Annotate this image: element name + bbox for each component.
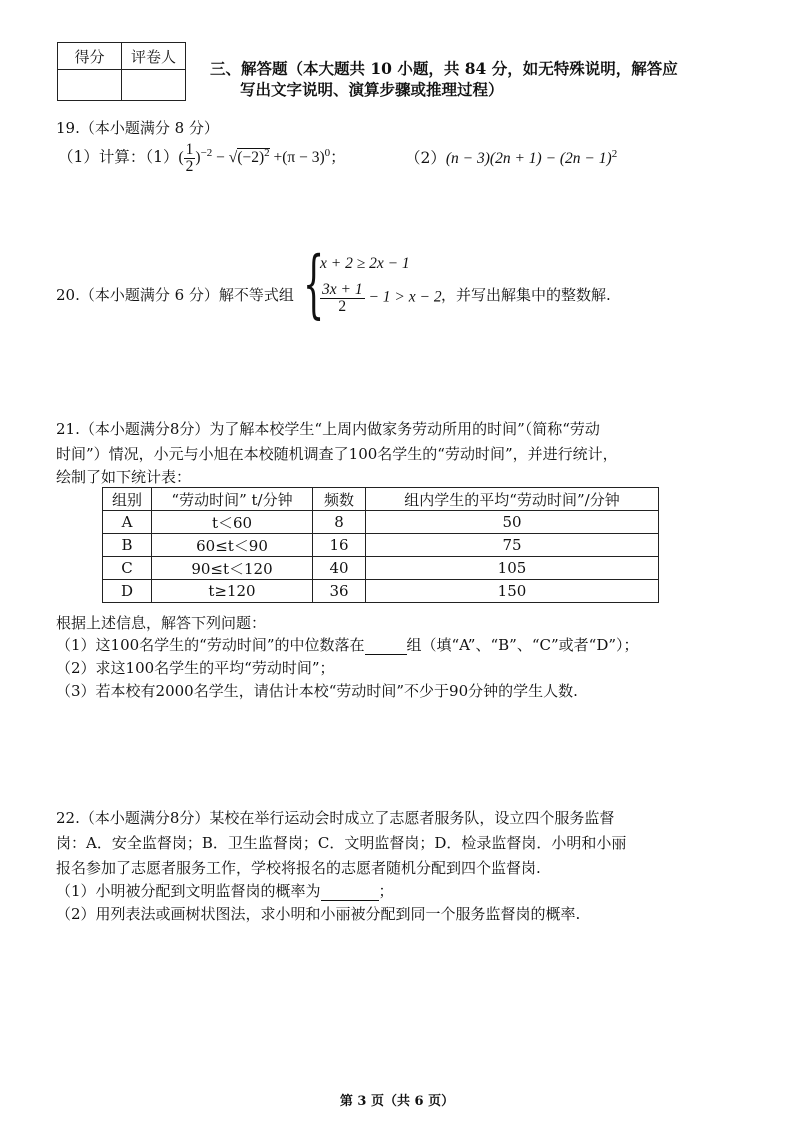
q22-line2: 岗：A．安全监督岗；B．卫生监督岗；C．文明监督岗；D．检录监督岗．小明和小丽 bbox=[56, 834, 627, 852]
q21-sub3: （3）若本校有2000名学生，请估计本校“劳动时间”不少于90分钟的学生人数. bbox=[56, 682, 578, 700]
system-brace: { bbox=[303, 241, 325, 327]
q19-frac-num: 1 bbox=[185, 141, 194, 158]
section-title: 三、解答题（本大题共 10 小题，共 84 分，如无特殊说明，解答应 bbox=[210, 59, 678, 78]
table-header-cell: 组内学生的平均“劳动时间”/分钟 bbox=[366, 488, 659, 511]
grader-label: 评卷人 bbox=[122, 43, 186, 70]
q21-sub1 bbox=[56, 634, 639, 655]
table-row bbox=[103, 557, 659, 580]
q21-sub1-text-end: 组（填“A”、“B”、“C”或者“D”）； bbox=[406, 636, 639, 654]
table-cell: 90≤t＜120 bbox=[152, 557, 313, 580]
table-row bbox=[103, 511, 659, 534]
table-cell: 36 bbox=[313, 580, 366, 603]
q19-part2-exp: 2 bbox=[611, 147, 618, 160]
table-cell: C bbox=[103, 557, 152, 580]
q21-after: 根据上述信息，解答下列问题： bbox=[56, 614, 267, 632]
q19-frac-den: 2 bbox=[185, 157, 194, 175]
q19-part2-expr: (n − 3)(2n + 1) − (2n − 1) bbox=[445, 150, 612, 167]
table-cell: 105 bbox=[366, 557, 659, 580]
table-cell: 150 bbox=[366, 580, 659, 603]
q20-tail: ，并写出解集中的整数解. bbox=[441, 286, 611, 304]
table-header-cell: 组别 bbox=[103, 488, 152, 511]
score-label: 得分 bbox=[58, 43, 122, 70]
table-row bbox=[103, 534, 659, 557]
score-cell[interactable] bbox=[58, 70, 122, 101]
q19-fraction bbox=[184, 142, 196, 174]
page-number: 第 3 页（共 6 页） bbox=[339, 1094, 455, 1109]
q22-line1: 22.（本小题满分8分）某校在举行运动会时成立了志愿者服务队，设立四个服务监督 bbox=[56, 809, 615, 827]
q20-frac-num: 3x + 1 bbox=[322, 281, 363, 298]
table-cell: 50 bbox=[366, 511, 659, 534]
table-header-cell: 频数 bbox=[313, 488, 366, 511]
q22-sub1-text-end: ； bbox=[378, 882, 394, 900]
q21-sub1-text: （1）这100名学生的“劳动时间”的中位数落在 bbox=[56, 636, 365, 654]
q22-sub2: （2）用列表法或画树状图法，求小明和小丽被分配到同一个服务监督岗的概率. bbox=[56, 905, 581, 923]
score-box bbox=[57, 42, 186, 101]
q22-sub1-text: （1）小明被分配到文明监督岗的概率为 bbox=[56, 882, 321, 900]
q19-sqrt-exp: 2 bbox=[264, 146, 270, 159]
table-header-row bbox=[103, 488, 659, 511]
q20-inequality-1: x + 2 ≥ 2x − 1 bbox=[320, 255, 410, 272]
q21-line2: 时间”）情况，小元与小旭在本校随机调查了100名学生的“劳动时间”，并进行统计， bbox=[56, 445, 618, 463]
median-group-blank[interactable] bbox=[365, 636, 407, 655]
q19-sqrt-inner: (−2) bbox=[237, 149, 265, 166]
q21-line1: 21.（本小题满分8分）为了解本校学生“上周内做家务劳动所用的时间”（简称“劳动 bbox=[56, 420, 600, 438]
q20-inequality-2 bbox=[320, 282, 442, 314]
table-cell: t≥120 bbox=[152, 580, 313, 603]
q19-plus-term: +(π − 3) bbox=[269, 149, 325, 166]
q19-part2-label: （2） bbox=[405, 149, 446, 167]
q19-exp-neg2: −2 bbox=[200, 146, 213, 159]
table-row bbox=[103, 580, 659, 603]
table-cell: 75 bbox=[366, 534, 659, 557]
section-title-line2: 写出文字说明、演算步骤或推理过程） bbox=[240, 80, 504, 99]
q19-sqrt-body bbox=[237, 148, 269, 166]
q19-part1-end: ； bbox=[330, 148, 346, 166]
table-cell: D bbox=[103, 580, 152, 603]
q21-sub2: （2）求这100名学生的平均“劳动时间”； bbox=[56, 659, 335, 677]
q19-part1: （1）计算：（1）( $\frac{1}{2}$ )$^{-2} - √(-2)^2 +(\pi - 3)^0$； bbox=[58, 141, 346, 175]
q20-frac-den: 2 bbox=[320, 298, 365, 315]
q19-minus: − bbox=[212, 149, 229, 166]
table-cell: 40 bbox=[313, 557, 366, 580]
q19-part1-prefix: （1）计算：（1） bbox=[58, 148, 179, 166]
table-cell: 60≤t＜90 bbox=[152, 534, 313, 557]
sqrt-sign: √ bbox=[228, 149, 238, 166]
labor-time-table bbox=[102, 487, 659, 603]
q20-fraction bbox=[320, 282, 365, 314]
grader-cell[interactable] bbox=[122, 70, 186, 101]
q19-part2 bbox=[405, 146, 617, 168]
table-cell: 8 bbox=[313, 511, 366, 534]
q19-header: 19.（本小题满分 8 分） bbox=[56, 119, 219, 137]
q20-header: 20.（本小题满分 6 分）解不等式组 bbox=[56, 286, 294, 304]
table-cell: t＜60 bbox=[152, 511, 313, 534]
table-cell: A bbox=[103, 511, 152, 534]
q21-line3: 绘制了如下统计表： bbox=[56, 468, 192, 486]
q22-sub1 bbox=[56, 880, 394, 901]
table-cell: B bbox=[103, 534, 152, 557]
q19-exp0: 0 bbox=[324, 146, 331, 159]
probability-blank[interactable] bbox=[321, 882, 379, 901]
q20-ineq2-rest: − 1 > x − 2 bbox=[368, 288, 442, 306]
table-cell: 16 bbox=[313, 534, 366, 557]
table-header-cell: “劳动时间” t/分钟 bbox=[152, 488, 313, 511]
q22-line3: 报名参加了志愿者服务工作，学校将报名的志愿者随机分配到四个监督岗. bbox=[56, 859, 541, 877]
